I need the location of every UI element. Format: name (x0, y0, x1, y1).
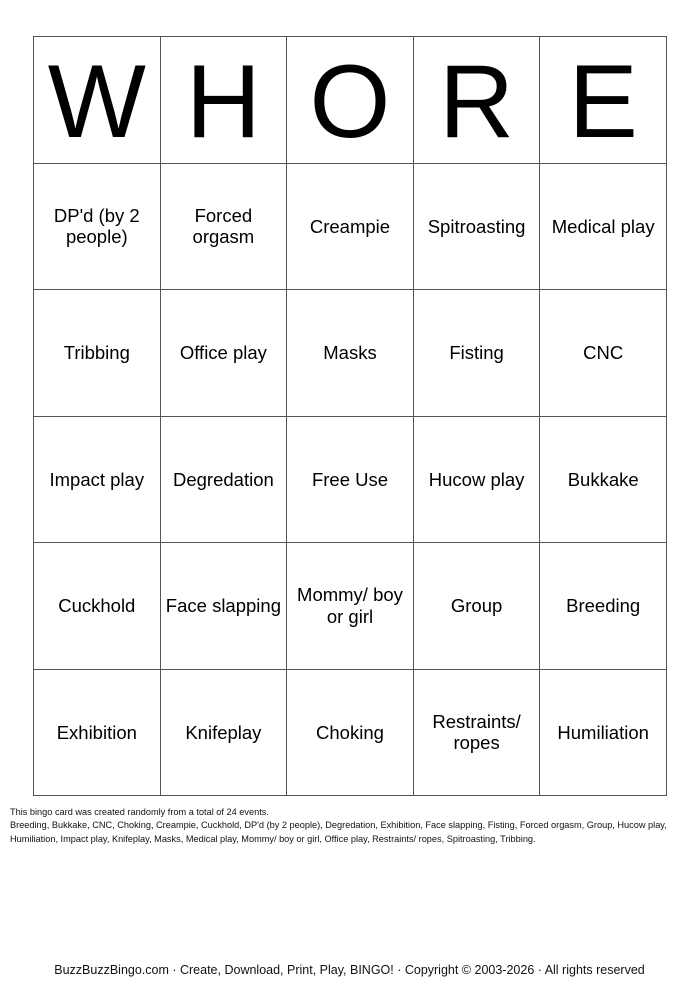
card-cell: Impact play (34, 416, 161, 543)
footer-text: BuzzBuzzBingo.com · Create, Download, Print, Play, BINGO! · Copyright © 2003-2026 · All rights reserved (54, 963, 645, 977)
note-summary: This bingo card was created randomly from a total of 24 events. (10, 807, 269, 817)
card-cell: Forced orgasm (160, 163, 287, 290)
card-cell: Mommy/ boy or girl (287, 543, 414, 670)
card-cell: Fisting (413, 290, 540, 417)
card-cell: Masks (287, 290, 414, 417)
card-cell: Breeding (540, 543, 667, 670)
bingo-card (33, 36, 667, 796)
card-row (34, 543, 667, 670)
card-cell: Humiliation (540, 669, 667, 796)
card-cell: CNC (540, 290, 667, 417)
header-row (34, 37, 667, 164)
note-event-list: Breeding, Bukkake, CNC, Choking, Creampie, Cuckhold, DP'd (by 2 people), Degredation, Exhibition, Face slapping, Fisting, Forced orgasm, Group, Hucow play, Humiliation, Impact play, Knifeplay, Masks, Medical play, Mommy/ boy or girl, Office play, Restraints/ ropes, Spitroasting, Tribbing. (10, 820, 667, 844)
card-cell: Exhibition (34, 669, 161, 796)
card-cell: Hucow play (413, 416, 540, 543)
card-note (10, 806, 692, 846)
card-cell: Choking (287, 669, 414, 796)
card-cell: Group (413, 543, 540, 670)
header-letter: W (34, 37, 161, 164)
card-row (34, 163, 667, 290)
card-cell: Knifeplay (160, 669, 287, 796)
header-letter: R (413, 37, 540, 164)
card-cell: Spitroasting (413, 163, 540, 290)
card-row (34, 416, 667, 543)
card-cell: Cuckhold (34, 543, 161, 670)
header-letter: O (287, 37, 414, 164)
card-cell: Bukkake (540, 416, 667, 543)
card-cell: Tribbing (34, 290, 161, 417)
card-cell: Medical play (540, 163, 667, 290)
card-cell: DP'd (by 2 people) (34, 163, 161, 290)
card-cell: Restraints/ ropes (413, 669, 540, 796)
header-letter: H (160, 37, 287, 164)
card-row (34, 290, 667, 417)
header-letter: E (540, 37, 667, 164)
card-row (34, 669, 667, 796)
card-cell: Face slapping (160, 543, 287, 670)
card-cell: Creampie (287, 163, 414, 290)
card-cell: Office play (160, 290, 287, 417)
card-cell: Degredation (160, 416, 287, 543)
card-cell: Free Use (287, 416, 414, 543)
